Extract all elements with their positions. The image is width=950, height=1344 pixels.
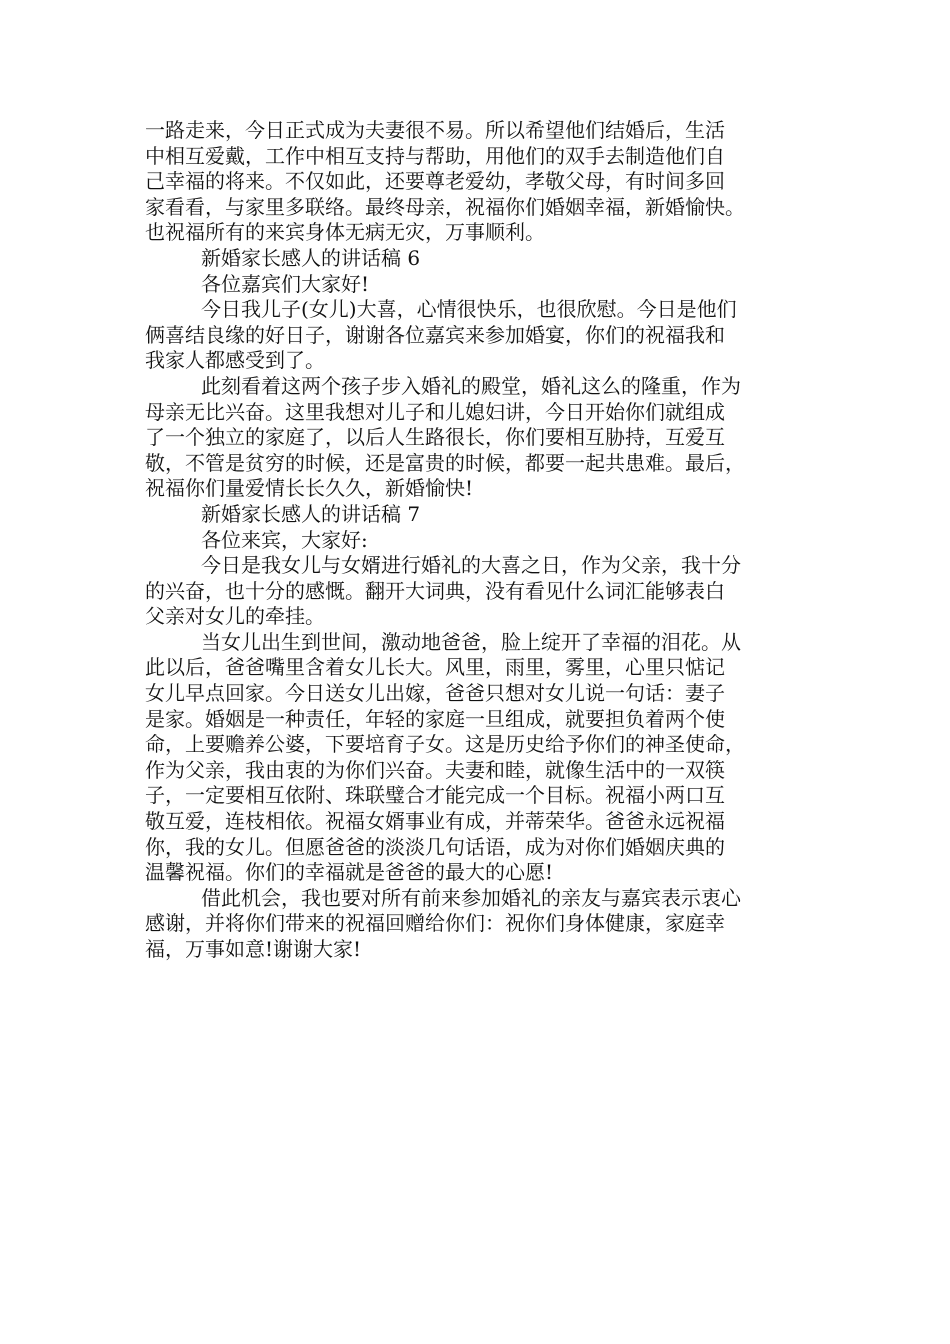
text-line: 敬，不管是贫穷的时候，还是富贵的时候，都要一起共患难。最后，	[145, 450, 745, 475]
text-line: 的兴奋，也十分的感慨。翻开大词典，没有看见什么词汇能够表白	[145, 578, 725, 603]
text-line: 母亲无比兴奋。这里我想对儿子和儿媳妇讲，今日开始你们就组成	[145, 399, 725, 424]
text-line: 家看看，与家里多联络。最终母亲，祝福你们婚姻幸福，新婚愉快。	[145, 194, 745, 219]
paragraph-start: 今日是我女儿与女婿进行婚礼的大喜之日，作为父亲，我十分	[201, 553, 741, 578]
greeting-line: 各位来宾，大家好:	[201, 527, 368, 552]
paragraph-start: 此刻看着这两个孩子步入婚礼的殿堂，婚礼这么的隆重，作为	[201, 373, 741, 398]
text-line: 了一个独立的家庭了，以后人生路很长，你们要相互胁持，互爱互	[145, 425, 725, 450]
text-line: 感谢，并将你们带来的祝福回赠给你们：祝你们身体健康，家庭幸	[145, 911, 725, 936]
text-line: 父亲对女儿的牵挂。	[145, 604, 325, 629]
text-line: 命，上要赡养公婆，下要培育子女。这是历史给予你们的神圣使命，	[145, 732, 745, 757]
text-line: 女儿早点回家。今日送女儿出嫁，爸爸只想对女儿说一句话：妻子	[145, 681, 725, 706]
text-line: 福，万事如意!谢谢大家!	[145, 937, 362, 961]
text-line: 祝福你们量爱情长长久久，新婚愉快!	[145, 476, 474, 501]
paragraph-start: 借此机会，我也要对所有前来参加婚礼的亲友与嘉宾表示衷心	[201, 885, 741, 910]
text-line: 一路走来，今日正式成为夫妻很不易。所以希望他们结婚后，生活	[145, 118, 725, 142]
text-line: 也祝福所有的来宾身体无病无灾，万事顺利。	[145, 220, 545, 245]
text-line: 你，我的女儿。但愿爸爸的淡淡几句话语，成为对你们婚姻庆典的	[145, 834, 725, 859]
text-line: 子，一定要相互依附、珠联璧合才能完成一个目标。祝福小两口互	[145, 783, 725, 808]
text-line: 是家。婚姻是一种责任，年轻的家庭一旦组成，就要担负着两个使	[145, 706, 725, 731]
text-line: 敬互爱，连枝相依。祝福女婿事业有成，并蒂荣华。爸爸永远祝福	[145, 809, 725, 834]
text-line: 温馨祝福。你们的幸福就是爸爸的最大的心愿!	[145, 860, 554, 885]
text-line: 中相互爱戴，工作中相互支持与帮助，用他们的双手去制造他们自	[145, 143, 725, 168]
document-page	[145, 118, 825, 963]
text-line: 此以后，爸爸嘴里含着女儿长大。风里，雨里，雾里，心里只惦记	[145, 655, 725, 680]
text-line: 作为父亲，我由衷的为你们兴奋。夫妻和睦，就像生活中的一双筷	[145, 757, 725, 782]
text-line: 俩喜结良缘的好日子，谢谢各位嘉宾来参加婚宴，你们的祝福我和	[145, 322, 725, 347]
paragraph-start: 当女儿出生到世间，激动地爸爸，脸上绽开了幸福的泪花。从	[201, 629, 741, 654]
text-line: 己幸福的将来。不仅如此，还要尊老爱幼，孝敬父母，有时间多回	[145, 169, 725, 194]
text-line: 我家人都感受到了。	[145, 348, 325, 373]
paragraph-start: 今日我儿子(女儿)大喜，心情很快乐，也很欣慰。今日是他们	[201, 297, 737, 322]
section-heading: 新婚家长感人的讲话稿 7	[201, 501, 421, 526]
greeting-line: 各位嘉宾们大家好!	[201, 271, 370, 296]
section-heading: 新婚家长感人的讲话稿 6	[201, 245, 421, 270]
